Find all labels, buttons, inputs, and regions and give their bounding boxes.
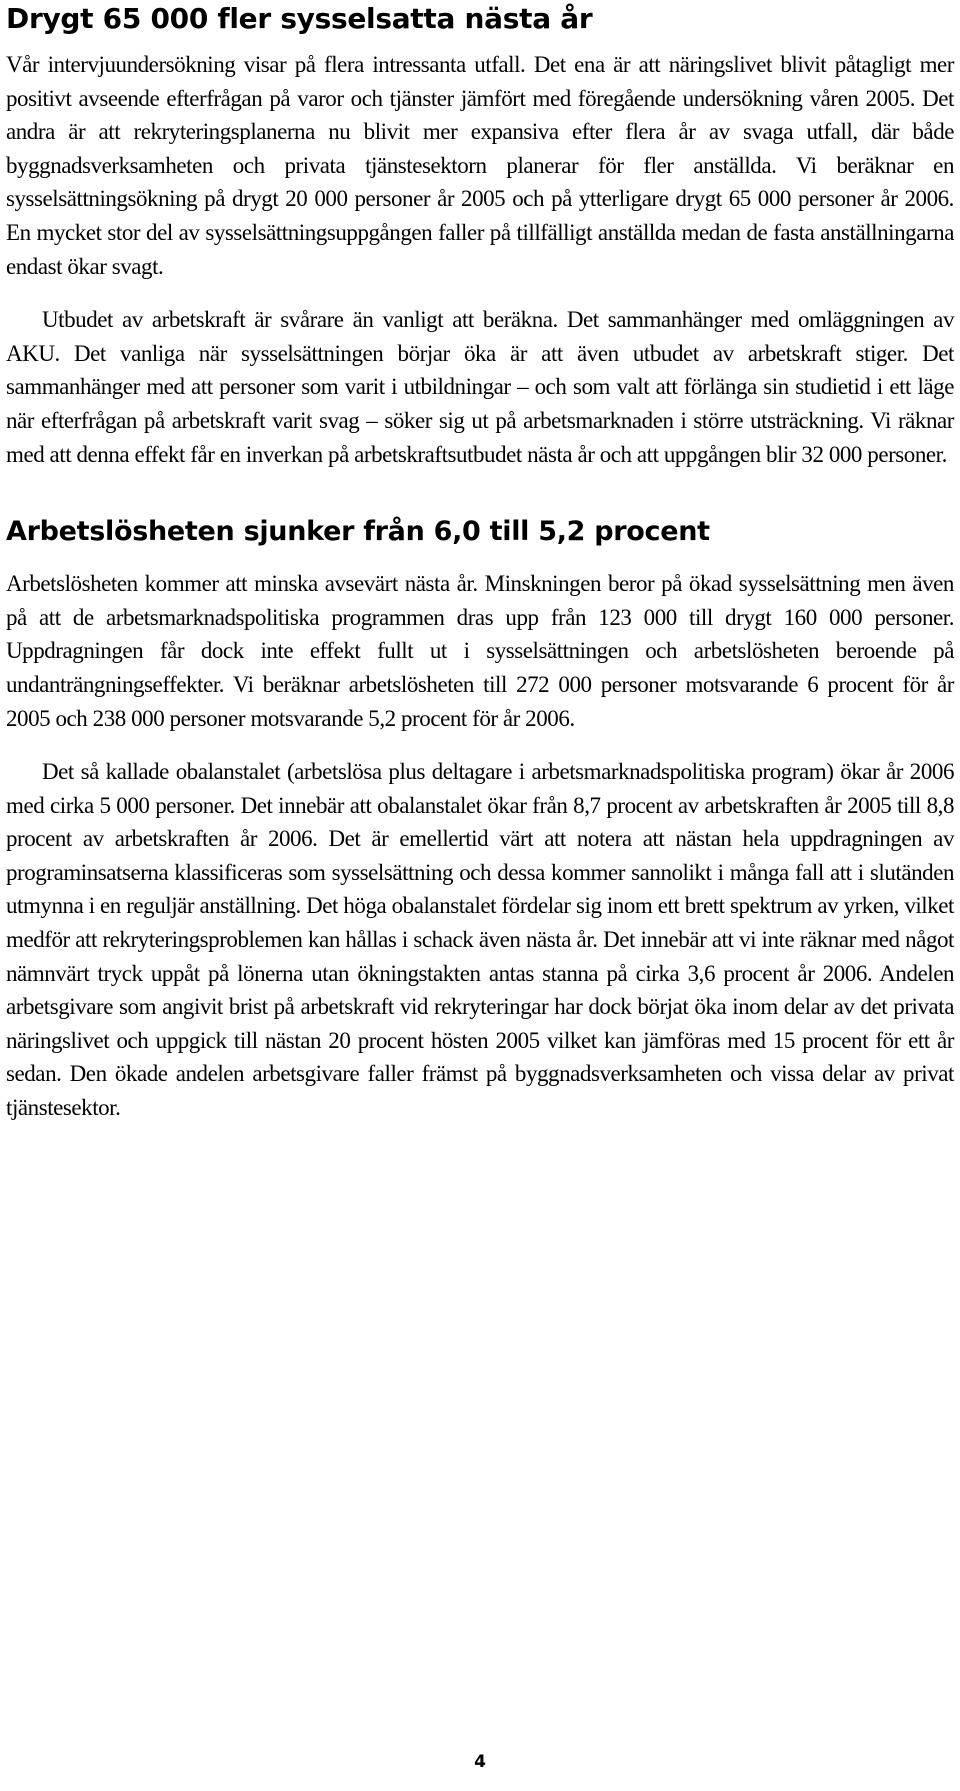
paragraph-employment-survey: Vår intervjuundersökning visar på flera intressanta utfall. Det ena är att näringslivet blivit påtagligt mer positivt avseende efterfrågan på varor och tjänster jämfört med föregående undersökning våren 2005. Det andra är att rekryteringsplanerna nu blivit mer expansiva efter flera år av svaga utfall, där både byggnadsverksamheten och privata tjänstesektorn planerar för fler anställda. Vi beräknar en sysselsättningsökning på drygt 20 000 personer år 2005 och på ytterligare drygt 65 000 personer år 2006. En mycket stor del av sysselsättningsuppgången faller på tillfälligt anställda medan de fasta anställningarna endast ökar svagt. (6, 52, 954, 279)
paragraph-unemployment-decrease: Arbetslösheten kommer att minska avsevärt nästa år. Minskningen beror på ökad sysselsättning men även på att de arbetsmarknadspolitiska programmen dras upp från 123 000 till drygt 160 000 personer. Uppdragningen får dock inte effekt fullt ut i sysselsättningen och arbetslösheten beroende på undanträngningseffekter. Vi beräknar arbetslösheten till 272 000 personer motsvarande 6 procent för år 2005 och 238 000 personer motsvarande 5,2 procent för år 2006. (6, 571, 954, 731)
page-number: 4 (474, 1752, 486, 1772)
section-heading-unemployment: Arbetslösheten sjunker från 6,0 till 5,2 procent (6, 516, 710, 548)
section-heading-employment: Drygt 65 000 fler sysselsatta nästa år (6, 2, 593, 35)
document-page (6, 0, 954, 1125)
paragraph-imbalance-rate: Det så kallade obalanstalet (arbetslösa plus deltagare i arbetsmarknadspolitiska program) ökar år 2006 med cirka 5 000 personer. Det innebär att obalanstalet ökar från 8,7 procent av arbetskraften år 2005 till 8,8 procent av arbetskraften år 2006. Det är emellertid värt att notera att nästan hela uppdragningen av programinsatserna klassificeras som sysselsättning och dessa kommer sannolikt i många fall att i slutänden utmynna i en reguljär anställning. Det höga obalanstalet fördelar sig inom ett brett spektrum av yrken, vilket medför att rekryteringsproblemen kan hållas i schack även nästa år. Det innebär att vi inte räknar med något nämnvärt tryck uppåt på lönerna utan ökningstakten antas stanna på cirka 3,6 procent år 2006. Andelen arbetsgivare som angivit brist på arbetskraft vid rekryteringar har dock börjat öka inom delar av det privata näringslivet och uppgick till nästan 20 procent hösten 2005 vilket kan jämföras med 15 procent för ett år sedan. Den ökade andelen arbetsgivare faller främst på byggnadsverksamheten och vissa delar av privat tjänstesektor. (6, 759, 954, 1121)
paragraph-labor-supply: Utbudet av arbetskraft är svårare än vanligt att beräkna. Det sammanhänger med omläggningen av AKU. Det vanliga när sysselsättningen börjar öka är att även utbudet av arbetskraft stiger. Det sammanhänger med att personer som varit i utbildningar – och som valt att förlänga sin studietid i ett läge när efterfrågan på arbetskraft varit svag – söker sig ut på arbetsmarknaden i större utsträckning. Vi räknar med att denna effekt får en inverkan på arbetskraftsutbudet nästa år och att uppgången blir 32 000 personer. (6, 307, 954, 467)
